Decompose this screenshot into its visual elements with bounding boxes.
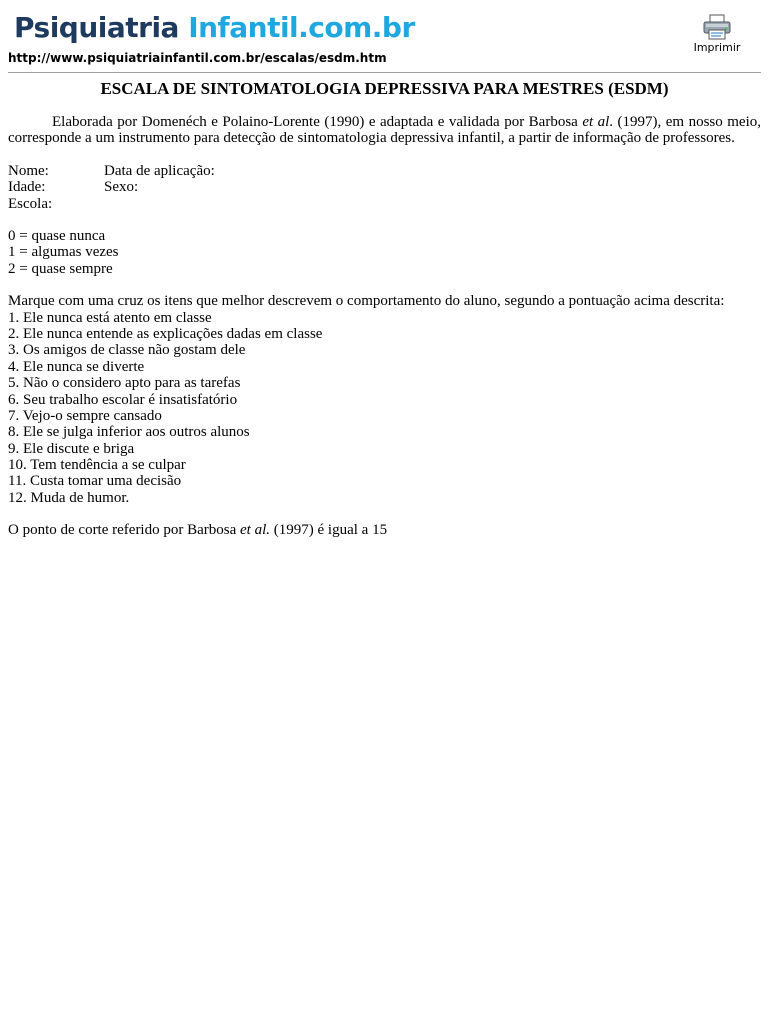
legend-item: 1 = algumas vezes: [8, 244, 119, 261]
cutoff-text-start: O ponto de corte referido por Barbosa: [8, 522, 241, 539]
cutoff-text-italic: et al.: [240, 522, 271, 539]
list-item: 7. Vejo-o sempre cansado: [8, 407, 162, 424]
list-item: 9. Ele discute e briga: [8, 440, 135, 457]
form-fields: [8, 163, 761, 212]
print-button[interactable]: [686, 14, 748, 56]
field-sexo: Sexo:: [104, 179, 139, 196]
intro-text-end: . (1997), em nosso meio, corresponde a um instrumento para detecção de sintomatologia depressiva infantil, a partir de informação de professores.: [8, 114, 761, 147]
list-item: 8. Ele se julga inferior aos outros alunos: [8, 424, 250, 441]
intro-text-start: Elaborada por Domenéch e Polaino-Lorente (1990) e adaptada e validada por Barbosa: [52, 114, 583, 130]
field-idade: Idade:: [8, 179, 46, 196]
field-row-3: [8, 196, 761, 212]
intro-text-italic: et al: [582, 114, 610, 130]
print-label: Imprimir: [693, 41, 741, 54]
legend-item: 2 = quase sempre: [8, 260, 113, 277]
list-item: 6. Seu trabalho escolar é insatisfatório: [8, 391, 238, 408]
logo-text-psiquiatria: Psiquiatria: [14, 11, 179, 44]
field-nome: Nome:: [8, 162, 49, 179]
field-row-1: [8, 163, 761, 179]
document-body: [8, 78, 761, 539]
site-logo[interactable]: [14, 10, 415, 46]
list-item: 2. Ele nunca entende as explicações dadas em classe: [8, 325, 323, 342]
list-item: 5. Não o considero apto para as tarefas: [8, 375, 241, 392]
score-legend: [8, 228, 761, 277]
printer-icon: [686, 14, 748, 40]
instruction-text: Marque com uma cruz os itens que melhor descrevem o comportamento do aluno, segundo a pontuação acima descrita:: [8, 293, 725, 310]
list-item: 11. Custa tomar uma decisão: [8, 473, 182, 490]
cutoff-text-end: (1997) é igual a 15: [270, 522, 388, 539]
list-item: 12. Muda de humor.: [8, 489, 130, 506]
field-data-aplicacao: Data de aplicação:: [104, 162, 215, 179]
page-url: http://www.psiquiatriainfantil.com.br/escalas/esdm.htm: [8, 51, 387, 65]
header-divider: [8, 72, 761, 73]
site-header: [0, 0, 768, 74]
field-row-2: [8, 179, 761, 195]
list-item: 10. Tem tendência a se culpar: [8, 457, 186, 474]
cutoff-note: [8, 522, 761, 538]
list-item: 4. Ele nunca se diverte: [8, 358, 145, 375]
field-escola: Escola:: [8, 195, 53, 212]
legend-item: 0 = quase nunca: [8, 227, 106, 244]
intro-paragraph: [8, 114, 761, 147]
logo-text-infantil: Infantil.com.br: [188, 11, 415, 44]
page-title: ESCALA DE SINTOMATOLOGIA DEPRESSIVA PARA MESTRES (ESDM): [100, 79, 669, 98]
list-item: 3. Os amigos de classe não gostam dele: [8, 342, 246, 359]
item-list: [8, 293, 761, 506]
list-item: 1. Ele nunca está atento em classe: [8, 309, 212, 326]
